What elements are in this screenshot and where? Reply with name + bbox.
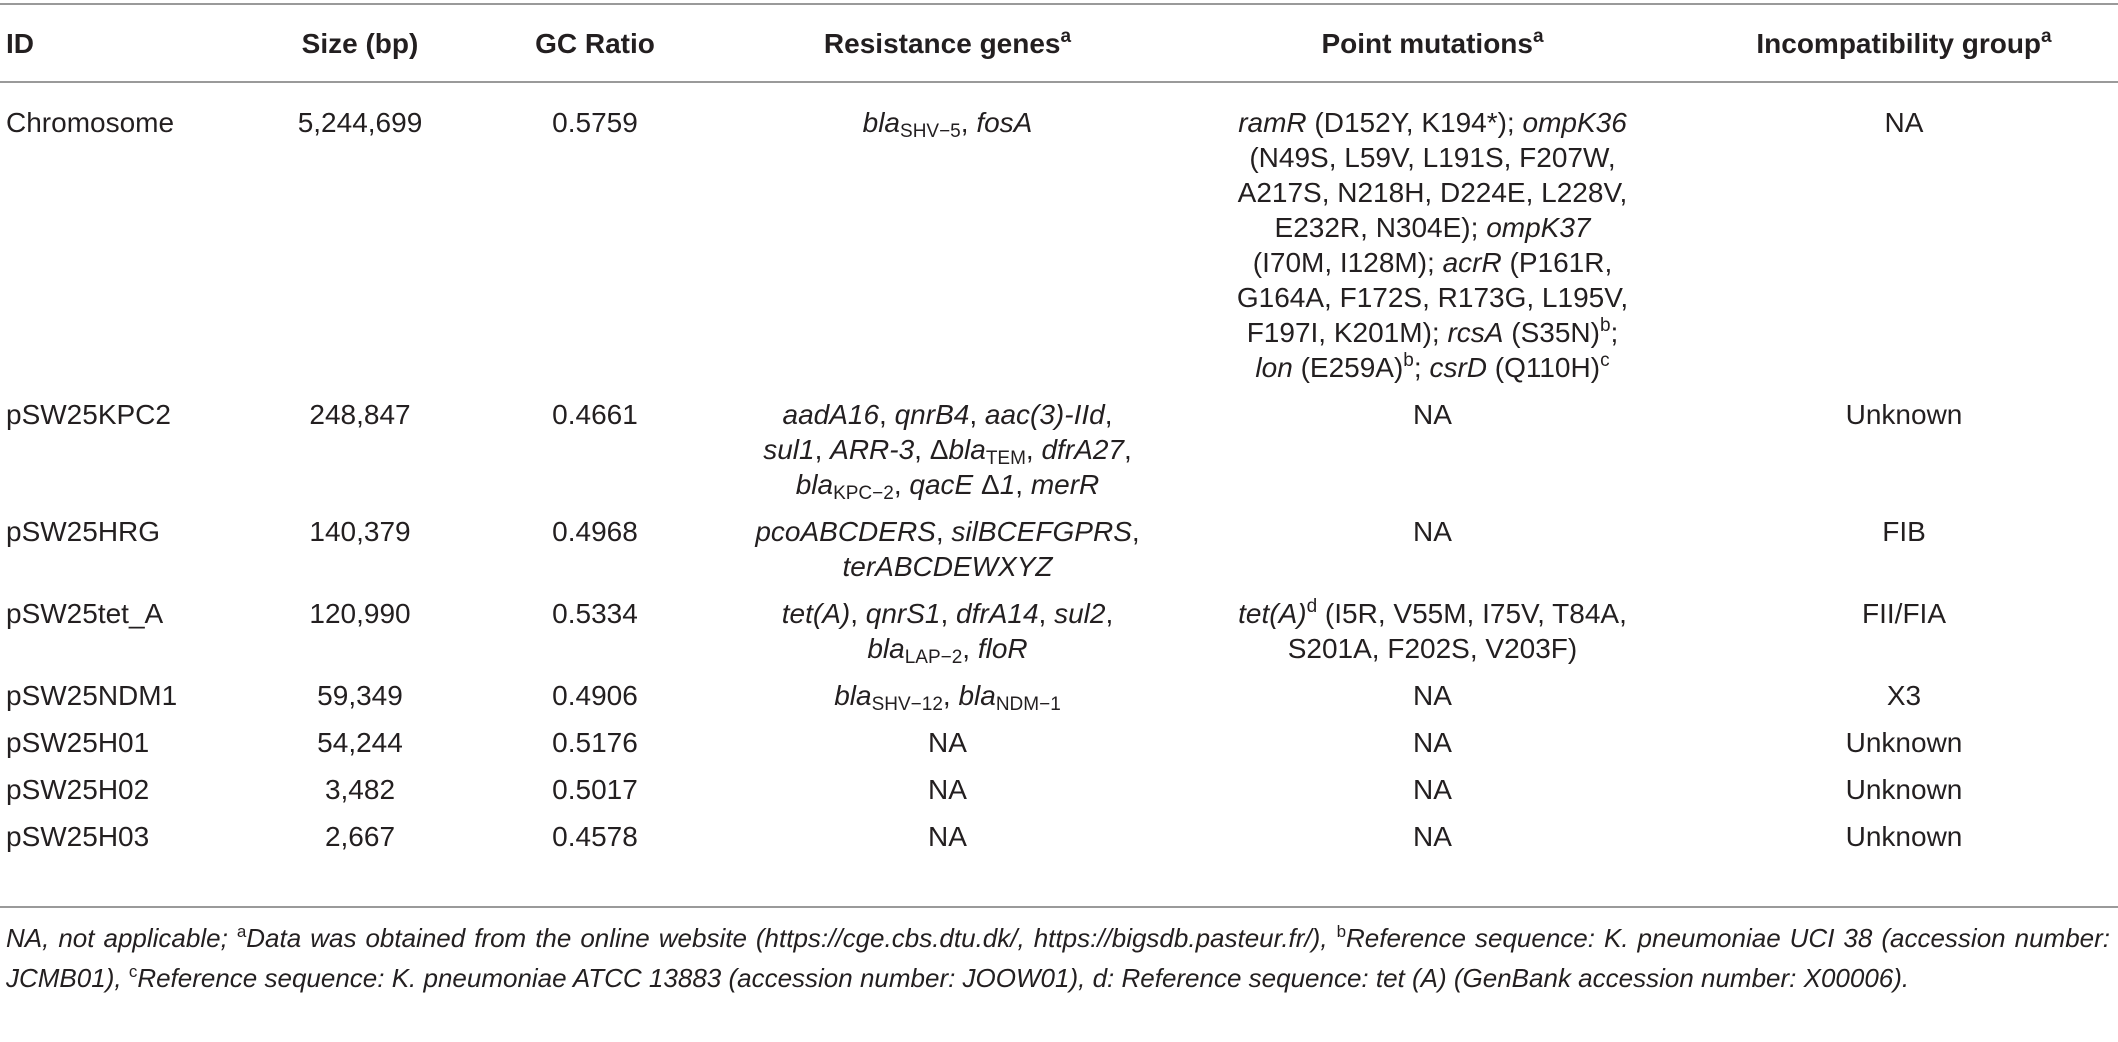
cell-point-mutations: ramR (D152Y, K194*); ompK36 (N49S, L59V, L191S, F207W, A217S, N218H, D224E, L228V, E232R, N304E); ompK37 (I70M, I128M); acrR (P161R, G164A, F172S, R173G, L195V, F197I, K201M); rcsA $(S35N)^b$; lon $(E259A)^b$; csrD $(Q110H)^c$: [1236, 107, 1629, 383]
table-body: [0, 81, 2118, 866]
table-row: [0, 772, 2118, 819]
cell-resistance-genes: aadA16, qnrB4, aac(3)-IId, sul1, ARR-3, Δbla$_{TEM}$, dfrA27, bla$_{KPC-2}$, qacE Δ1, merR: [763, 399, 1132, 504]
cell-gc-ratio: 0.5334: [552, 598, 638, 629]
cell-point-mutations: NA: [1413, 680, 1452, 711]
cell-resistance-genes: NA: [928, 774, 967, 805]
cell-incompatibility-group: X3: [1886, 680, 1922, 711]
top-rule: [0, 3, 2118, 5]
table-row: [0, 397, 2118, 514]
header-id: ID: [6, 28, 34, 59]
header-resistance-genes: Resistance genes$^a$: [823, 26, 1072, 59]
table-row: [0, 596, 2118, 678]
cell-id: pSW25H02: [6, 774, 150, 805]
cell-size: 54,244: [317, 727, 403, 758]
cell-gc-ratio: 0.5759: [552, 107, 638, 138]
table-row: [0, 819, 2118, 866]
table-header: [0, 6, 2118, 81]
cell-id: pSW25NDM1: [6, 680, 178, 711]
cell-incompatibility-group: Unknown: [1845, 774, 1963, 805]
table-row: [0, 678, 2118, 725]
cell-incompatibility-group: FII/FIA: [1862, 598, 1946, 629]
bottom-rule: [0, 906, 2118, 908]
cell-point-mutations: $tet(A)^d$ (I5R, V55M, I75V, T84A, S201A, F202S, V203F): [1238, 596, 1627, 664]
cell-gc-ratio: 0.4906: [552, 680, 638, 711]
cell-gc-ratio: 0.4578: [552, 821, 638, 852]
cell-size: 5,244,699: [297, 107, 423, 138]
header-gc-ratio: GC Ratio: [535, 28, 655, 59]
cell-point-mutations: NA: [1413, 516, 1452, 547]
table-footnote: NA, not applicable; $^a$Data was obtained from the online website (https://cge.cbs.dtu.dk/, https://bigsdb.pasteur.fr/), $^b$Reference sequence: K. pneumoniae UCI 38 (accession number: JCMB01), $^c$Reference sequence: K. pneumoniae ATCC 13883 (accession number: JOOW01), d: Reference sequence: tet (A) (GenBank accession number: X00006).: [6, 922, 2111, 993]
cell-point-mutations: NA: [1413, 399, 1452, 430]
cell-id: pSW25KPC2: [6, 399, 171, 430]
cell-incompatibility-group: FIB: [1882, 516, 1926, 547]
header-size: Size (bp): [301, 28, 419, 59]
header-point-mutations: Point mutations$^a$: [1321, 26, 1544, 59]
cell-resistance-genes: bla$_{SHV-12}$, bla$_{NDM-1}$: [834, 680, 1061, 715]
cell-resistance-genes: NA: [928, 727, 967, 758]
cell-point-mutations: NA: [1413, 821, 1452, 852]
cell-gc-ratio: 0.5176: [552, 727, 638, 758]
cell-incompatibility-group: Unknown: [1845, 821, 1963, 852]
cell-size: 140,379: [309, 516, 411, 547]
table-row: [0, 725, 2118, 772]
cell-gc-ratio: 0.4968: [552, 516, 638, 547]
cell-resistance-genes: tet(A), qnrS1, dfrA14, sul2, bla$_{LAP-2}$, floR: [781, 598, 1114, 668]
cell-incompatibility-group: Unknown: [1845, 727, 1963, 758]
cell-resistance-genes: pcoABCDERS, silBCEFGPRS, terABCDEWXYZ: [755, 516, 1140, 582]
cell-incompatibility-group: NA: [1884, 107, 1924, 138]
resistance-table: [0, 6, 2118, 866]
cell-point-mutations: NA: [1413, 774, 1452, 805]
cell-size: 2,667: [324, 821, 396, 852]
cell-size: 3,482: [324, 774, 396, 805]
cell-size: 59,349: [317, 680, 403, 711]
cell-id: pSW25tet_A: [6, 598, 164, 629]
header-incompatibility-group: Incompatibility group$^a$: [1756, 26, 2052, 59]
cell-id: pSW25H01: [6, 727, 150, 758]
cell-resistance-genes: NA: [928, 821, 967, 852]
table-row: [0, 514, 2118, 596]
cell-id: pSW25H03: [6, 821, 150, 852]
cell-point-mutations: NA: [1413, 727, 1452, 758]
table-row: [0, 105, 2118, 397]
cell-size: 248,847: [309, 399, 411, 430]
cell-id: Chromosome: [6, 107, 175, 138]
cell-gc-ratio: 0.5017: [552, 774, 638, 805]
cell-gc-ratio: 0.4661: [552, 399, 638, 430]
cell-resistance-genes: bla$_{SHV-5}$, fosA: [862, 107, 1033, 142]
cell-id: pSW25HRG: [6, 516, 161, 547]
cell-incompatibility-group: Unknown: [1845, 399, 1963, 430]
cell-size: 120,990: [309, 598, 411, 629]
